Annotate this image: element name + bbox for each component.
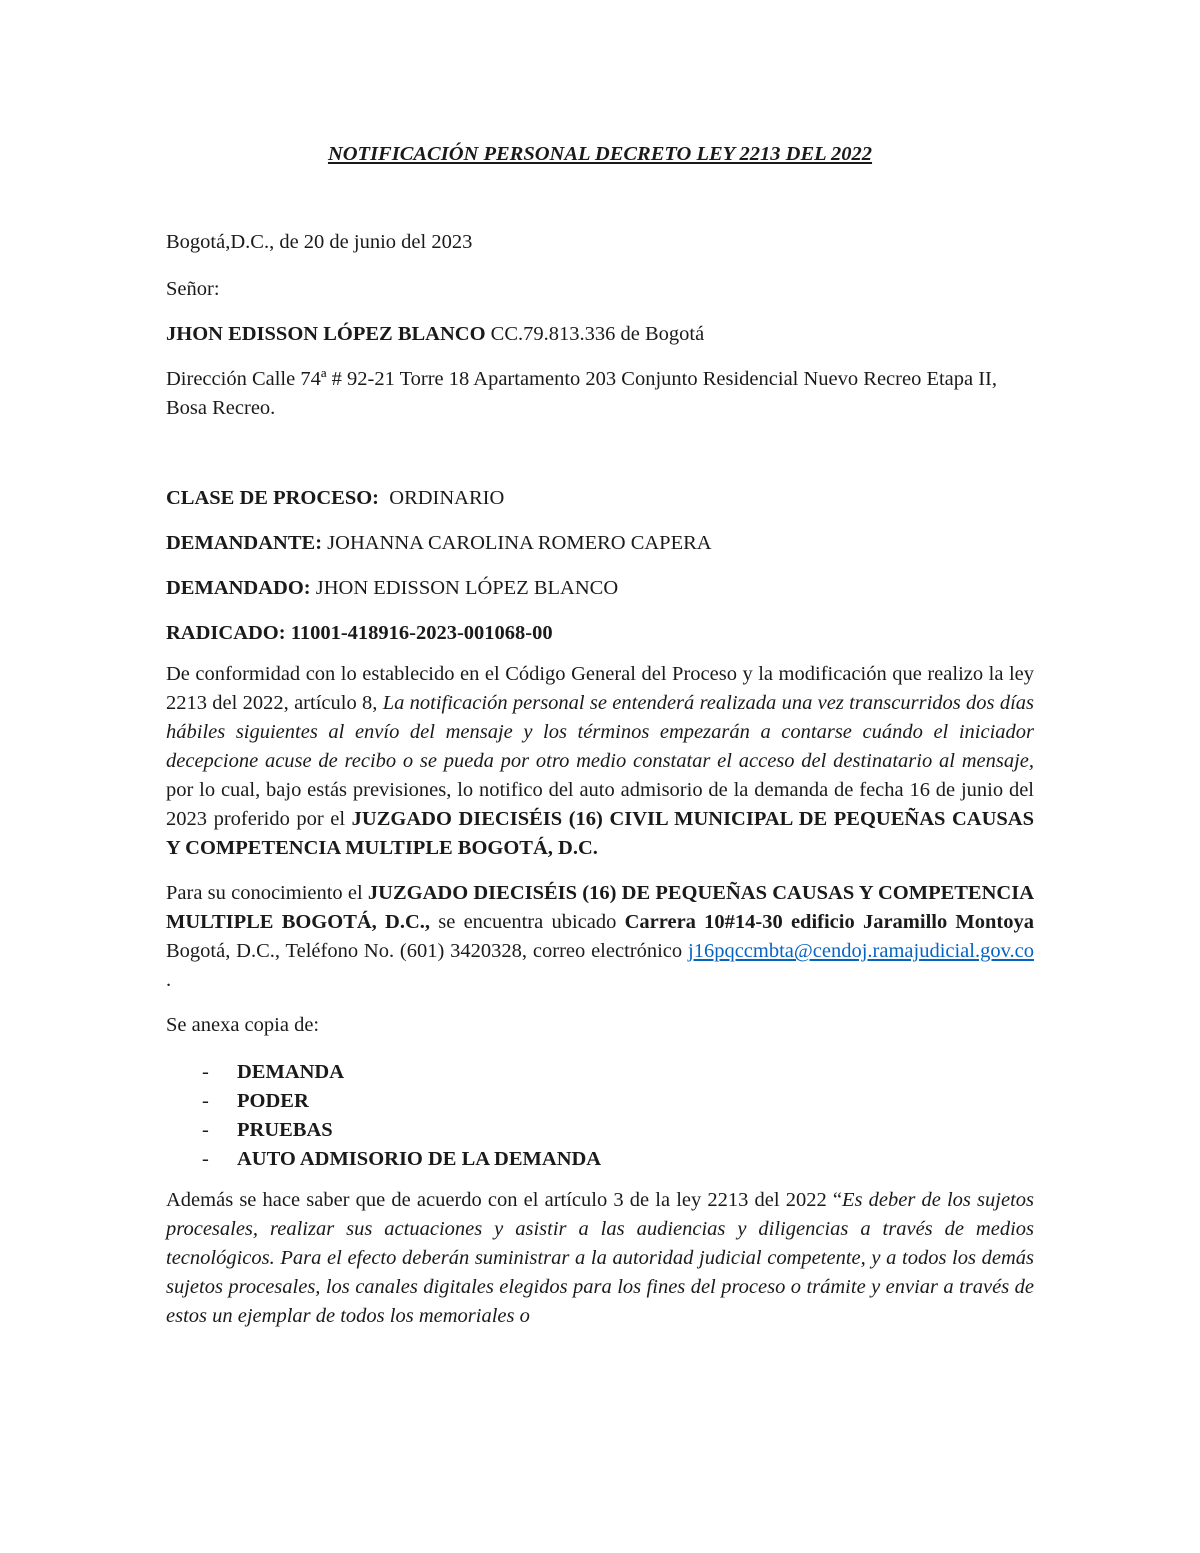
list-item-label: PODER: [237, 1090, 309, 1112]
demandado-value: JHON EDISSON LÓPEZ BLANCO: [310, 577, 619, 599]
demandado-label: DEMANDADO:: [166, 577, 311, 599]
annex-intro: Se anexa copia de:: [166, 1014, 320, 1036]
list-item-label: DEMANDA: [237, 1061, 345, 1083]
demandante-value: JOHANNA CAROLINA ROMERO CAPERA: [322, 532, 712, 554]
document-title: NOTIFICACIÓN PERSONAL DECRETO LEY 2213 DEL 2022: [327, 143, 873, 165]
address: Dirección Calle 74ª # 92-21 Torre 18 Apartamento 203 Conjunto Residencial Nuevo Recreo Etapa II, Bosa Recreo.: [166, 368, 998, 419]
para2-text4: .: [166, 969, 172, 991]
list-item-label: AUTO ADMISORIO DE LA DEMANDA: [237, 1148, 602, 1170]
demandante: [166, 529, 1034, 558]
date-line: Bogotá,D.C., de 20 de junio del 2023: [166, 231, 473, 253]
demandante-label: DEMANDANTE:: [166, 532, 323, 554]
radicado-label: RADICADO: 11001-418916-2023-001068-00: [166, 622, 553, 644]
article-paragraph: [166, 1186, 1034, 1331]
notification-paragraph: [166, 660, 1034, 863]
para1-court: JUZGADO DIECISÉIS (16) CIVIL MUNICIPAL DE PEQUEÑAS CAUSAS Y COMPETENCIA MULTIPLE BOGOTÁ, D.C.: [166, 808, 1035, 859]
para1-text1: De conformidad con lo establecido en el Código General del Proceso y la modificación que realizo la ley 2213 del 2022, artículo 8,: [166, 663, 1034, 714]
list-dash: -: [202, 1090, 209, 1112]
para3-text1: Además se hace saber que de acuerdo con el artículo 3 de la ley 2213 del 2022 “: [166, 1189, 842, 1211]
list-dash: -: [202, 1148, 209, 1170]
list-dash: -: [202, 1061, 209, 1083]
annex-list: [166, 1058, 1034, 1174]
para2-text1: Para su conocimiento el: [166, 882, 368, 904]
list-item: [166, 1145, 1034, 1174]
list-item: [166, 1058, 1034, 1087]
demandado: [166, 574, 1034, 603]
para2-text2: se encuentra ubicado: [430, 911, 625, 933]
list-item: [166, 1116, 1034, 1145]
para1-italic: La notificación personal se entenderá realizada una vez transcurridos dos días hábiles siguientes al envío del mensaje y los términos empezarán a contarse cuándo el iniciador decepcione acuse de recibo o se pueda por otro medio constatar el acceso del destinatario al mensaje,: [166, 692, 1035, 772]
para2-text3: Bogotá, D.C., Teléfono No. (601) 3420328, correo electrónico: [166, 940, 688, 962]
clase-proceso: [166, 484, 1034, 513]
para2-court: JUZGADO DIECISÉIS (16) DE PEQUEÑAS CAUSAS Y COMPETENCIA MULTIPLE BOGOTÁ, D.C.,: [166, 882, 1034, 933]
recipient-id: CC.79.813.336 de Bogotá: [485, 323, 705, 345]
document-page: [166, 140, 1034, 1331]
para3-italic: Es deber de los sujetos procesales, realizar sus actuaciones y asistir a las audiencias y diligencias a través de medios tecnológicos. Para el efecto deberán suministrar a la autoridad judicial competente, y a todos los demás sujetos procesales, los canales digitales elegidos para los fines del proceso o trámite y enviar a través de estos un ejemplar de todos los memoriales o: [166, 1189, 1034, 1327]
court-info-paragraph: [166, 879, 1034, 995]
list-item: [166, 1087, 1034, 1116]
list-dash: -: [202, 1119, 209, 1141]
salutation: Señor:: [166, 278, 220, 300]
email-link[interactable]: j16pqccmbta@cendoj.ramajudicial.gov.co: [688, 940, 1034, 962]
clase-label: CLASE DE PROCESO:: [166, 487, 380, 509]
recipient-line: [166, 320, 1034, 349]
radicado: [166, 619, 1034, 648]
para2-address: Carrera 10#14-30 edificio Jaramillo Montoya: [624, 911, 1035, 933]
para1-text2: por lo cual, bajo estás previsiones, lo notifico del auto admisorio de la demanda de fecha 16 de junio del 2023 proferido por el: [166, 779, 1034, 830]
list-item-label: PRUEBAS: [237, 1119, 333, 1141]
recipient-name: JHON EDISSON LÓPEZ BLANCO: [166, 323, 486, 345]
clase-value: ORDINARIO: [379, 487, 505, 509]
